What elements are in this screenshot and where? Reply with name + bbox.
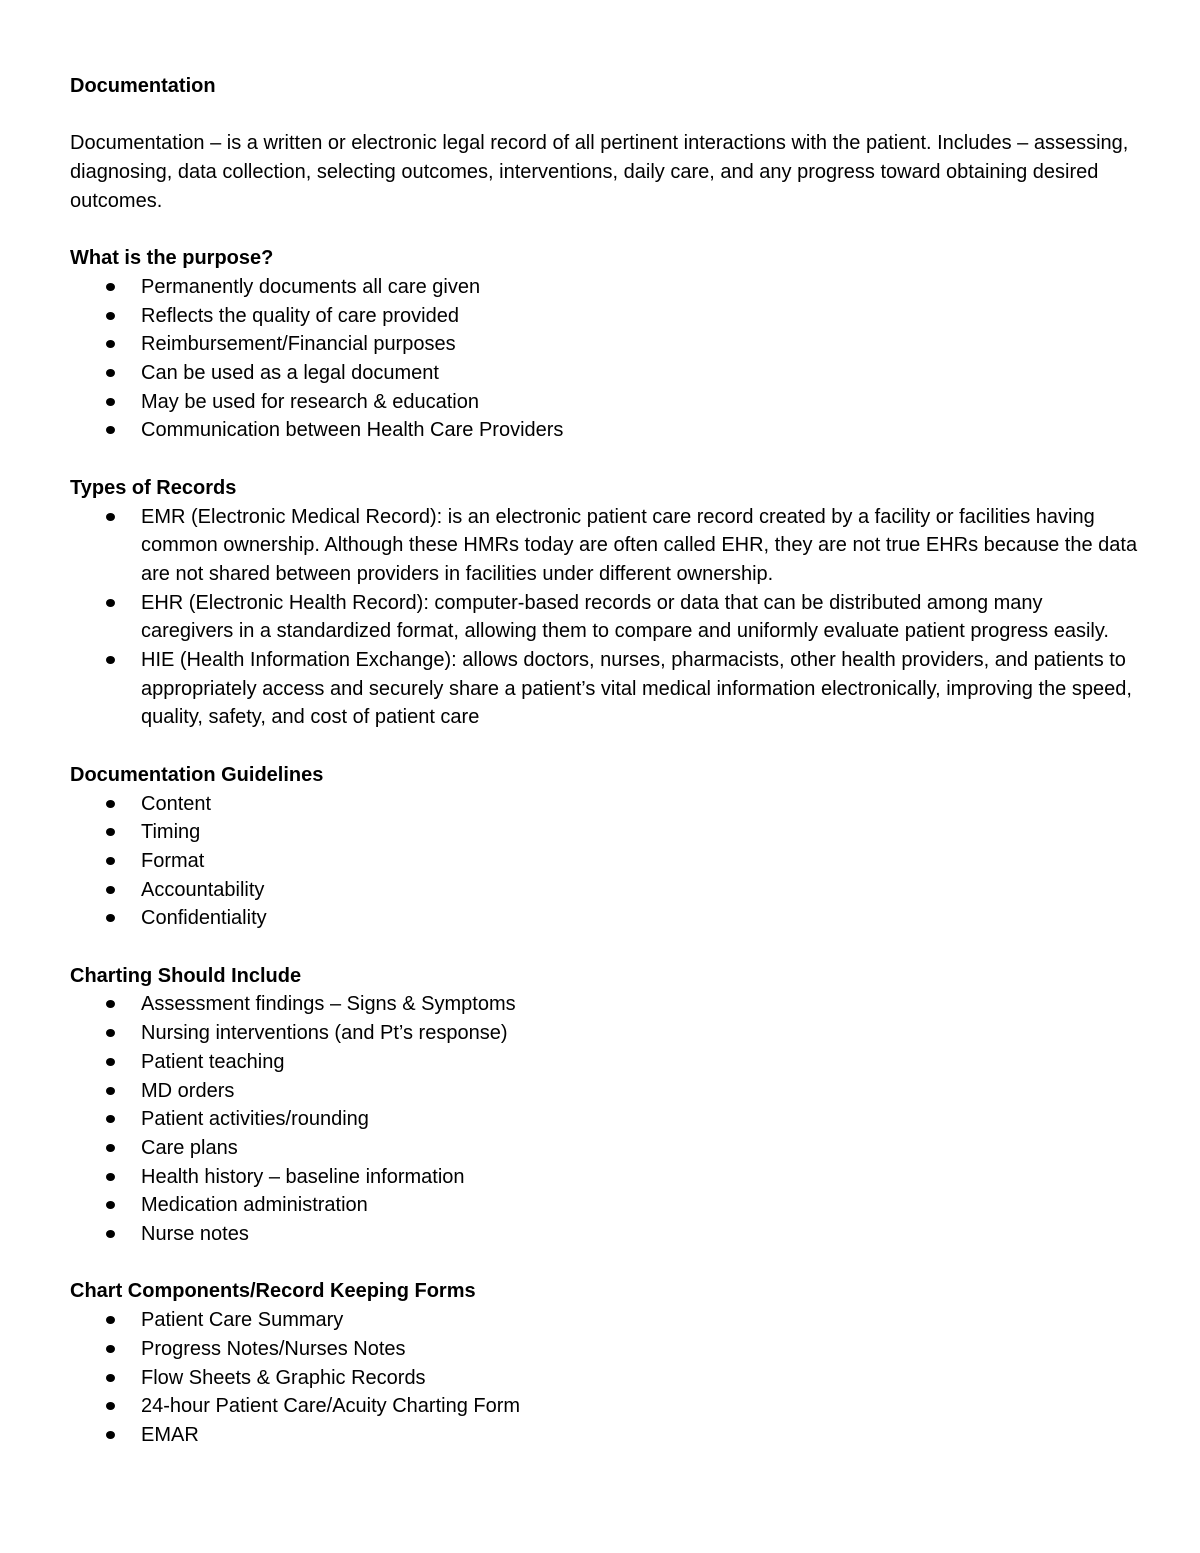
list-item (70, 302, 1140, 331)
list-item-text: Permanently documents all care given (141, 275, 481, 298)
list-item-text: Flow Sheets & Graphic Records (141, 1366, 426, 1389)
bullet-icon (106, 283, 115, 291)
section-heading-types-of-records: Types of Records (70, 476, 237, 499)
list-item (70, 1163, 1140, 1192)
list-item-text: HIE (Health Information Exchange): allows doctors, nurses, pharmacists, other health providers, and patients to appropriately access and securely share a patient’s vital medical information electronically, improving the speed, quality, safety, and cost of patient care (141, 649, 1132, 729)
bullet-icon (106, 340, 115, 348)
list-item-text: Reflects the quality of care provided (141, 304, 459, 327)
bullet-icon (106, 1173, 115, 1181)
list-item (70, 1048, 1140, 1077)
list-item-text: Communication between Health Care Providers (141, 419, 564, 442)
records-list (70, 503, 1140, 733)
bullet-icon (106, 1058, 115, 1066)
list-item-text: Nursing interventions (and Pt’s response) (141, 1022, 508, 1045)
bullet-icon (106, 1029, 115, 1037)
bullet-icon (106, 886, 115, 894)
list-item (70, 1335, 1140, 1364)
bullet-icon (106, 1431, 115, 1439)
spacer (70, 216, 1140, 245)
bullet-icon (106, 312, 115, 320)
section-heading-guidelines: Documentation Guidelines (70, 763, 324, 786)
spacer (70, 732, 1140, 761)
bullet-icon (106, 800, 115, 808)
list-item-text: EHR (Electronic Health Record): computer-based records or data that can be distributed among many caregivers in a standardized format, allowing them to compare and uniformly evaluate patient progress easily. (141, 591, 1109, 643)
intro-paragraph: Documentation – is a written or electronic legal record of all pertinent interactions with the patient. Includes – assessing, diagnosing, data collection, selecting outcomes, interventions, daily care, and any progress toward obtaining desired outcomes. (70, 132, 1129, 212)
list-item-text: EMR (Electronic Medical Record): is an electronic patient care record created by a facility or facilities having common ownership. Although these HMRs today are often called EHR, they are not true EHRs because the data are not shared between providers in facilities under different ownership. (141, 505, 1138, 585)
list-item-text: Timing (141, 821, 201, 844)
bullet-icon (106, 513, 115, 521)
list-item (70, 1364, 1140, 1393)
list-item (70, 790, 1140, 819)
bullet-icon (106, 1115, 115, 1123)
bullet-icon (106, 1374, 115, 1382)
list-item (70, 273, 1140, 302)
list-item-text: Patient activities/rounding (141, 1108, 369, 1131)
list-item-text: Patient Care Summary (141, 1309, 344, 1332)
bullet-icon (106, 914, 115, 922)
list-item (70, 1392, 1140, 1421)
list-item (70, 1134, 1140, 1163)
bullet-icon (106, 1144, 115, 1152)
section-heading-purpose: What is the purpose? (70, 247, 274, 270)
list-item (70, 847, 1140, 876)
list-item (70, 990, 1140, 1019)
spacer (70, 1249, 1140, 1278)
list-item-text: Progress Notes/Nurses Notes (141, 1337, 406, 1360)
list-item-text: Health history – baseline information (141, 1165, 465, 1188)
list-item (70, 818, 1140, 847)
list-item (70, 416, 1140, 445)
spacer (70, 101, 1140, 130)
list-item-text: MD orders (141, 1079, 235, 1102)
document-body (70, 72, 1140, 1450)
bullet-icon (106, 426, 115, 434)
list-item-text: EMAR (141, 1423, 199, 1446)
list-item (70, 1077, 1140, 1106)
bullet-icon (106, 1230, 115, 1238)
list-item (70, 589, 1140, 646)
list-item-text: Medication administration (141, 1194, 368, 1217)
list-item-text: Assessment findings – Signs & Symptoms (141, 993, 516, 1016)
list-item-text: Format (141, 849, 205, 872)
chart-components-list (70, 1306, 1140, 1450)
bullet-icon (106, 1345, 115, 1353)
bullet-icon (106, 599, 115, 607)
list-item-text: Can be used as a legal document (141, 362, 439, 384)
list-item-text: May be used for research & education (141, 390, 479, 413)
list-item (70, 1191, 1140, 1220)
bullet-icon (106, 1000, 115, 1008)
list-item (70, 330, 1140, 359)
list-item (70, 1019, 1140, 1048)
list-item-text: Care plans (141, 1136, 238, 1159)
list-item (70, 359, 1140, 388)
list-item-text: Content (141, 792, 212, 815)
bullet-icon (106, 1402, 115, 1410)
list-item-text: Reimbursement/Financial purposes (141, 333, 456, 356)
list-item (70, 1220, 1140, 1249)
list-item-text: Accountability (141, 878, 265, 901)
list-item-text: Confidentiality (141, 907, 267, 930)
bullet-icon (106, 369, 115, 377)
section-heading-chart-components: Chart Components/Record Keeping Forms (70, 1280, 476, 1303)
bullet-icon (106, 1087, 115, 1095)
list-item (70, 876, 1140, 905)
list-item-text: Nurse notes (141, 1223, 249, 1246)
list-item (70, 1421, 1140, 1450)
bullet-icon (106, 1316, 115, 1324)
bullet-icon (106, 656, 115, 664)
bullet-icon (106, 828, 115, 836)
list-item (70, 503, 1140, 589)
list-item (70, 904, 1140, 933)
list-item-text: 24-hour Patient Care/Acuity Charting Form (141, 1395, 521, 1418)
list-item (70, 1105, 1140, 1134)
list-item (70, 388, 1140, 417)
guidelines-list (70, 790, 1140, 934)
list-item (70, 1306, 1140, 1335)
bullet-icon (106, 398, 115, 406)
list-item-text: Patient teaching (141, 1050, 285, 1073)
purpose-list (70, 273, 1140, 445)
spacer (70, 445, 1140, 474)
spacer (70, 933, 1140, 962)
document-title: Documentation (70, 75, 216, 97)
section-heading-charting: Charting Should Include (70, 964, 302, 987)
charting-list (70, 990, 1140, 1248)
list-item (70, 646, 1140, 732)
bullet-icon (106, 1201, 115, 1209)
bullet-icon (106, 857, 115, 865)
